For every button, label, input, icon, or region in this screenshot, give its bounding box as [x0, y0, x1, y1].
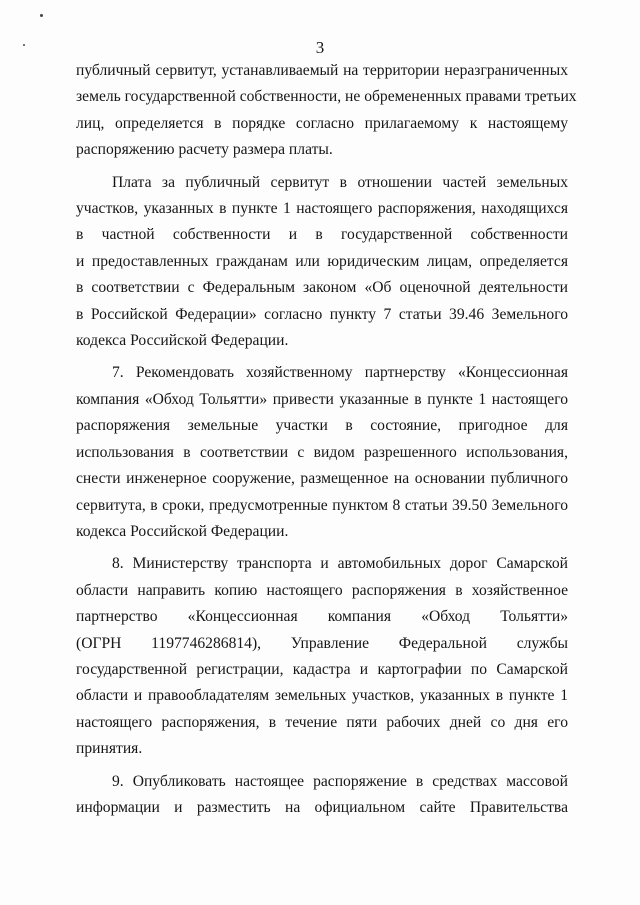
text-line: принятия.	[76, 740, 143, 758]
text-line: информации и разместить на официальном сайте Правительства	[76, 798, 568, 816]
page-number: 3	[315, 38, 325, 57]
text-line: кодекса Российской Федерации.	[76, 332, 289, 350]
text-line: (ОГРН 1197746286814), Управление Федеральной службы	[76, 634, 568, 652]
text-line: публичный сервитут, устанавливаемый на территории неразграниченных	[76, 62, 568, 79]
text-line: распоряжения земельные участки в состояние, пригодное для	[76, 417, 568, 435]
text-line: 7. Рекомендовать хозяйственному партнерству «Концессионная	[112, 364, 568, 382]
text-line: партнерство «Концессионная компания «Обход Тольятти»	[76, 608, 568, 626]
text-line: сервитута, в сроки, предусмотренные пунктом 8 статьи 39.50 Земельного	[76, 496, 568, 514]
text-line: Плата за публичный сервитут в отношении частей земельных	[112, 173, 568, 191]
text-line: в частной собственности и в государственной собственности	[76, 226, 568, 244]
paragraph-continuation	[76, 58, 577, 164]
text-line: в Российской Федерации» согласно пункту 7 статьи 39.46 Земельного	[76, 305, 568, 323]
text-line: 8. Министерству транспорта и автомобильных дорог Самарской	[112, 555, 568, 573]
text-line: участков, указанных в пункте 1 настоящего распоряжения, находящихся	[76, 200, 568, 218]
text-line: кодекса Российской Федерации.	[76, 522, 289, 540]
paragraph-fee-private	[76, 170, 568, 355]
paragraph-item-9	[76, 769, 568, 822]
text-line: земель государственной собственности, не обремененных правами третьих	[76, 88, 577, 106]
text-line: снести инженерное сооружение, размещенное на основании публичного	[76, 470, 568, 488]
text-line: компания «Обход Тольятти» привести указанные в пункте 1 настоящего	[76, 390, 568, 408]
text-line: использования в соответствии с видом разрешенного использования,	[76, 443, 568, 461]
text-line: и предоставленных гражданам или юридическим лицам, определяется	[76, 252, 568, 270]
text-line: области направить копию настоящего распоряжения в хозяйственное	[76, 581, 568, 599]
text-line: настоящего распоряжения, в течение пяти рабочих дней со дня его	[76, 713, 568, 731]
paragraph-item-7	[76, 360, 568, 545]
text-line: распоряжению расчету размера платы.	[76, 141, 333, 159]
scan-speck	[40, 14, 43, 17]
paragraph-item-8	[76, 551, 568, 762]
text-line: 9. Опубликовать настоящее распоряжение в средствах массовой	[112, 772, 568, 790]
text-line: области и правообладателям земельных участков, указанных в пункте 1	[76, 687, 568, 705]
document-body	[76, 58, 577, 821]
text-line: государственной регистрации, кадастра и картографии по Самарской	[76, 660, 568, 678]
text-line: лиц, определяется в порядке согласно прилагаемому к настоящему	[76, 114, 568, 132]
text-line: в соответствии с Федеральным законом «Об оценочной деятельности	[76, 279, 568, 297]
